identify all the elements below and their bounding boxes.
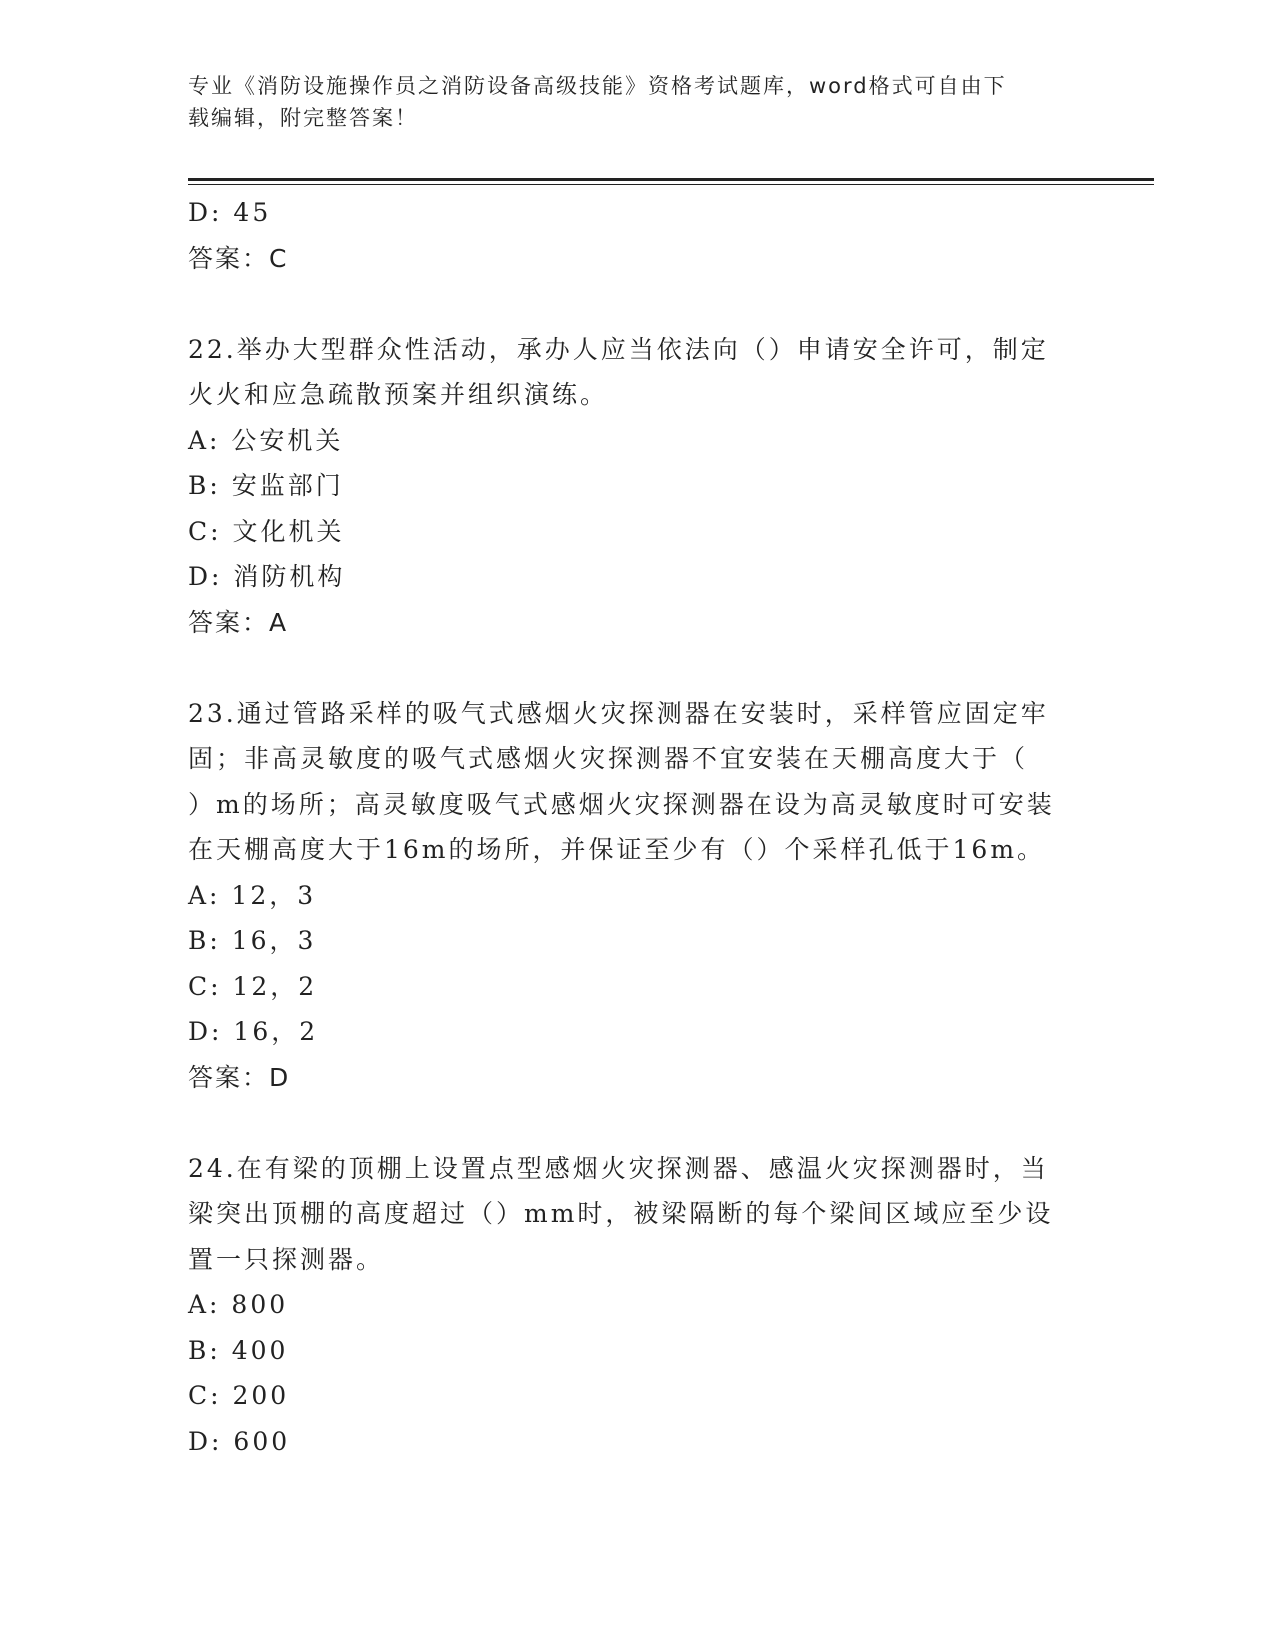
question-24-option-b: B: 400 xyxy=(188,1335,289,1365)
stem-line: 火火和应急疏散预案并组织演练。 xyxy=(188,380,609,409)
stem-line: 在天棚高度大于16m的场所，并保证至少有（）个采样孔低于16m。 xyxy=(188,835,1046,864)
question-content xyxy=(188,190,1088,1464)
prev-option-d: D: 45 xyxy=(188,198,272,227)
stem-line: 梁突出顶棚的高度超过（）mm时，被梁隔断的每个梁间区域应至少设 xyxy=(188,1199,1054,1228)
spacer xyxy=(188,281,1088,327)
question-23-stem xyxy=(188,691,1088,873)
page-header xyxy=(188,70,1068,134)
spacer xyxy=(188,645,1088,691)
header-rule-thin xyxy=(188,184,1154,185)
header-rule-thick xyxy=(188,178,1154,181)
question-24-stem xyxy=(188,1146,1088,1283)
question-22-option-c: C: 文化机关 xyxy=(188,516,345,546)
spacer xyxy=(188,1100,1088,1146)
question-23-answer: 答案：D xyxy=(188,1062,291,1092)
question-22-option-b: B: 安监部门 xyxy=(188,471,344,500)
question-24-option-c: C: 200 xyxy=(188,1381,290,1410)
question-23-option-b: B: 16，3 xyxy=(188,926,317,955)
question-23-option-a: A: 12，3 xyxy=(188,880,317,910)
question-24-option-a: A: 800 xyxy=(188,1290,289,1319)
question-23-option-d: D: 16，2 xyxy=(188,1017,319,1046)
question-22-stem xyxy=(188,327,1088,418)
question-23-option-c: C: 12，2 xyxy=(188,971,318,1001)
stem-line: 固；非高灵敏度的吸气式感烟火灾探测器不宜安装在天棚高度大于（ xyxy=(188,744,1029,773)
header-line-1: 专业《消防设施操作员之消防设备高级技能》资格考试题库，word格式可自由下 xyxy=(188,74,1007,98)
question-22-option-a: A: 公安机关 xyxy=(188,425,344,455)
stem-line: ）m的场所；高灵敏度吸气式感烟火灾探测器在设为高灵敏度时可安装 xyxy=(188,789,1055,819)
stem-line: 23.通过管路采样的吸气式感烟火灾探测器在安装时，采样管应固定牢 xyxy=(188,698,1049,728)
question-22-option-d: D: 消防机构 xyxy=(188,562,346,591)
stem-line: 24.在有梁的顶棚上设置点型感烟火灾探测器、感温火灾探测器时，当 xyxy=(188,1153,1049,1183)
stem-line: 22.举办大型群众性活动，承办人应当依法向（）申请安全许可，制定 xyxy=(188,334,1049,364)
question-24-option-d: D: 600 xyxy=(188,1426,291,1456)
stem-line: 置一只探测器。 xyxy=(188,1244,385,1274)
prev-answer: 答案：C xyxy=(188,243,289,273)
question-22-answer: 答案：A xyxy=(188,607,289,637)
header-line-2: 载编辑，附完整答案！ xyxy=(188,106,418,130)
